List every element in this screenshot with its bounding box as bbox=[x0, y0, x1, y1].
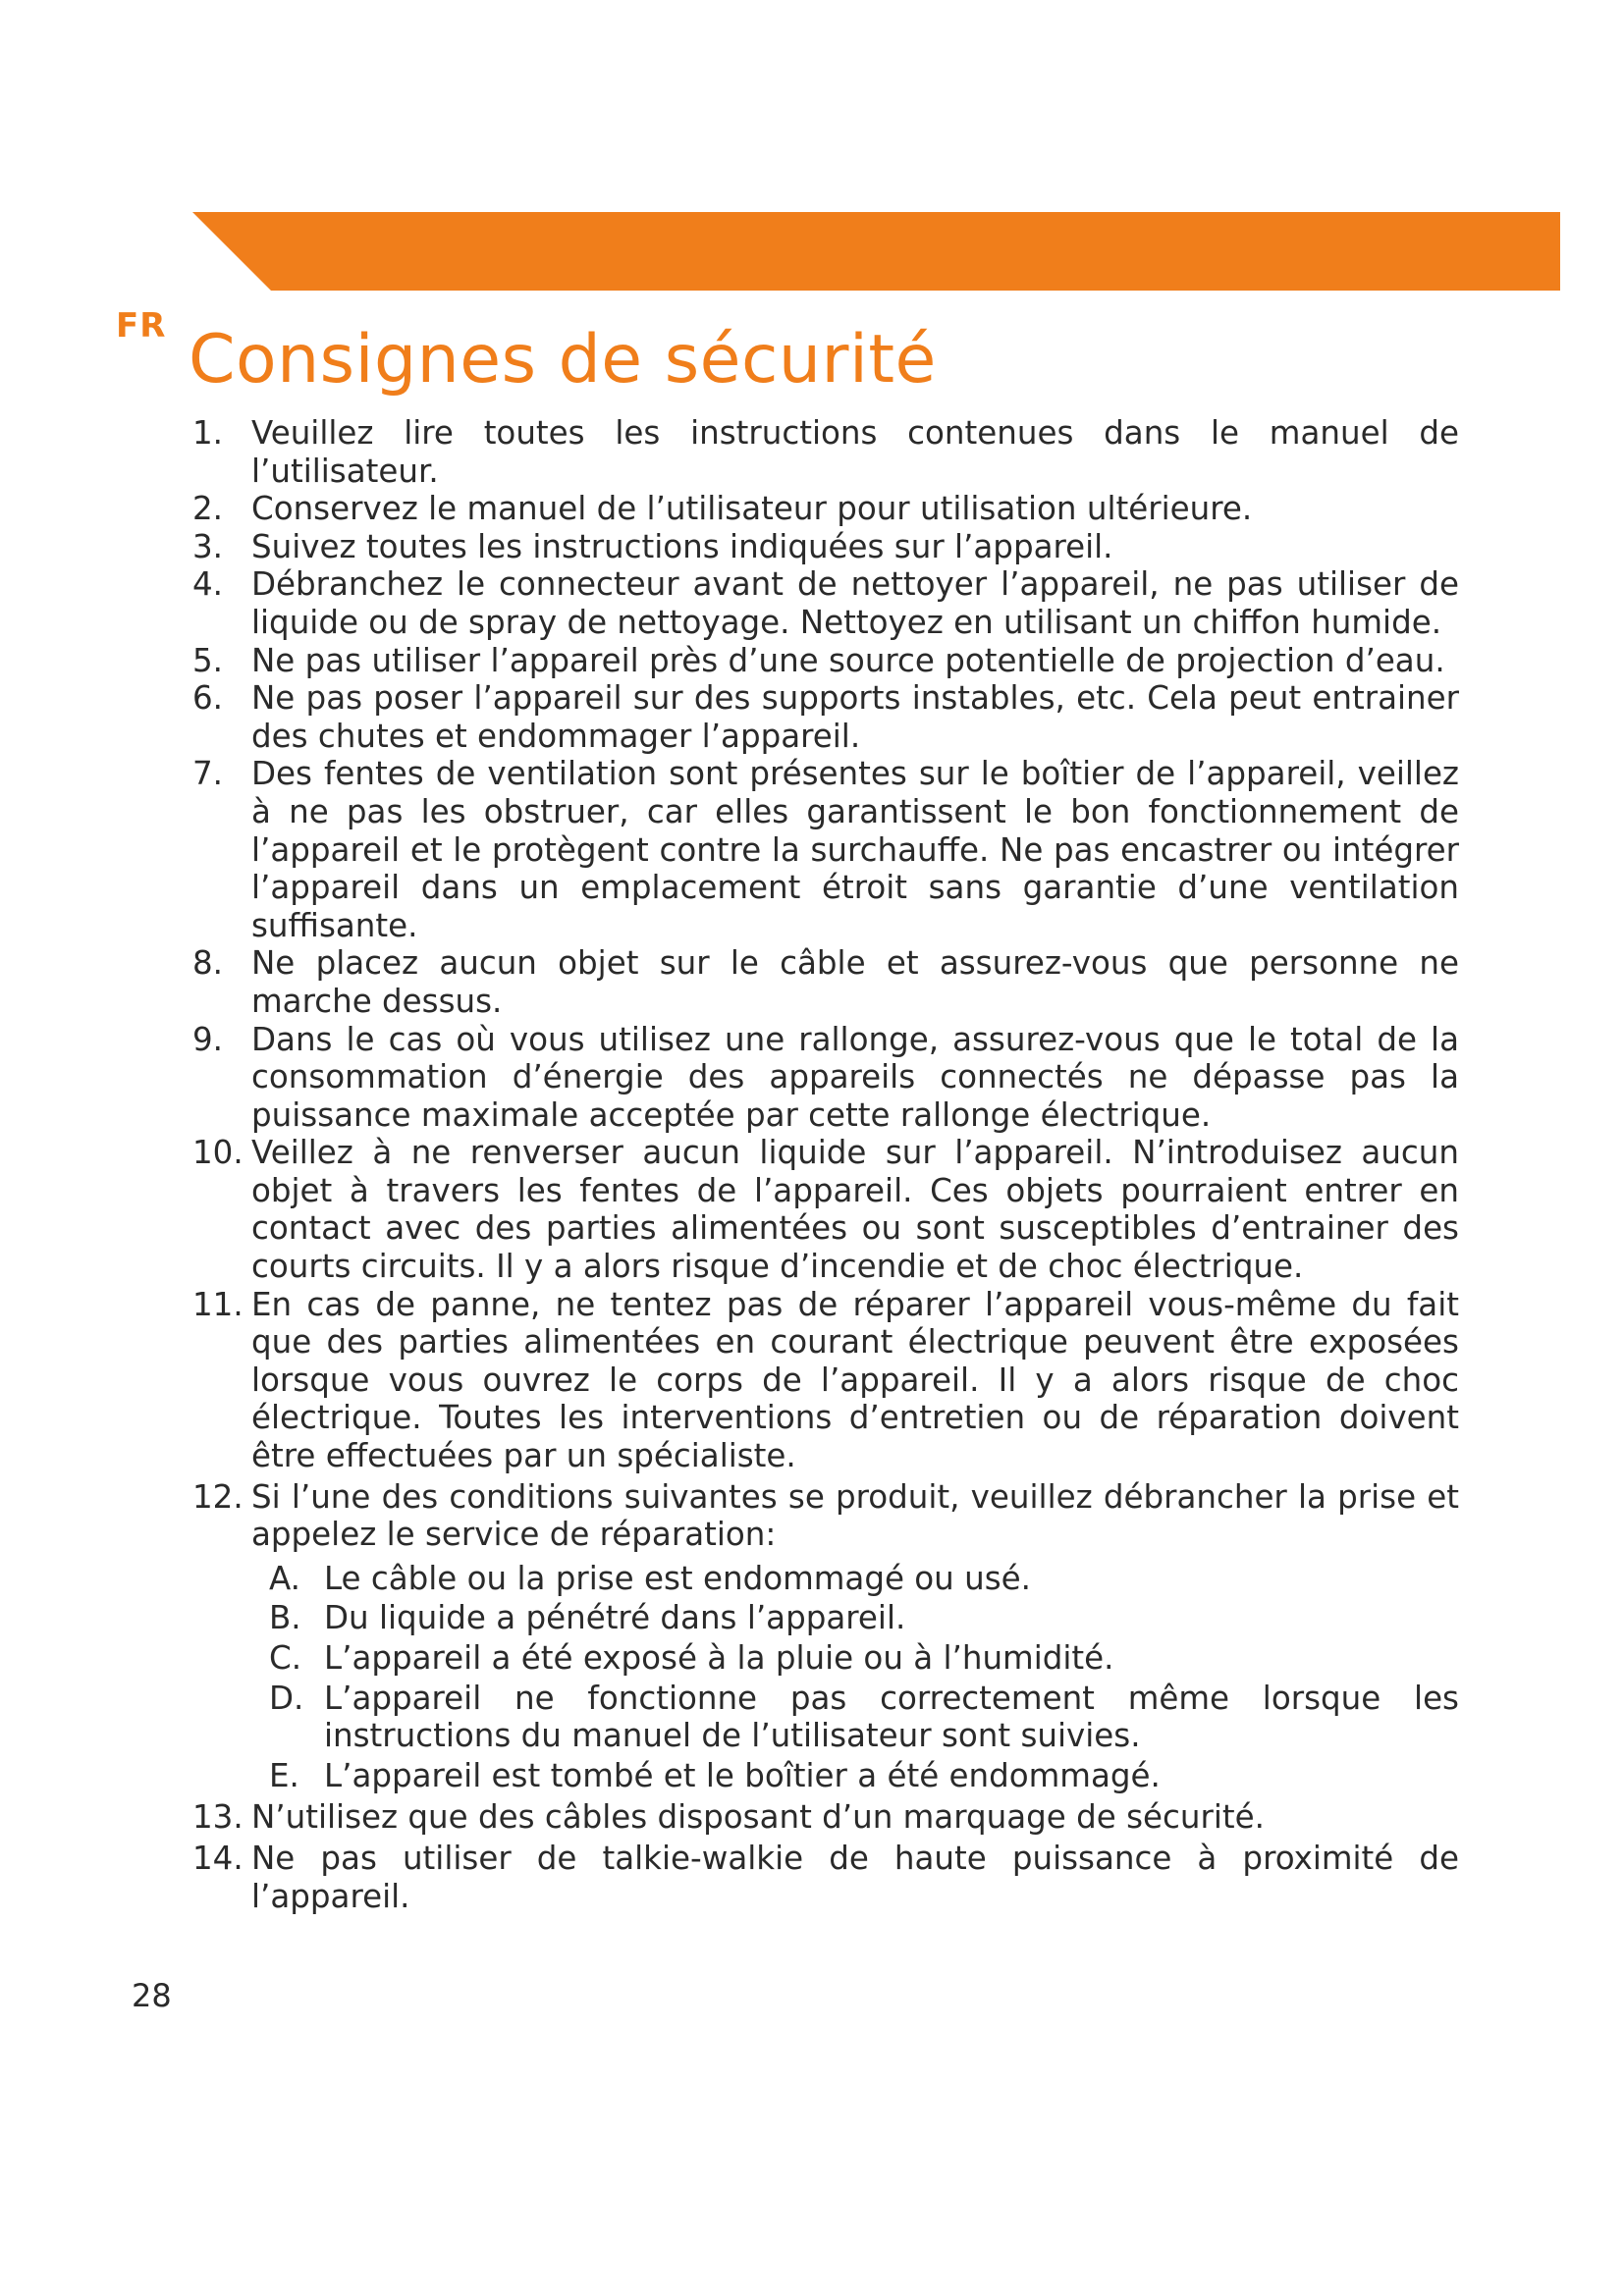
safety-instructions-list bbox=[192, 414, 1459, 1915]
item-number: 3. bbox=[192, 527, 224, 565]
sub-list-item bbox=[269, 1599, 1459, 1637]
sub-list-item bbox=[269, 1680, 1459, 1755]
item-number: 2. bbox=[192, 490, 224, 528]
item-text: Ne pas utiliser l’appareil près d’une source potentielle de projection d’eau. bbox=[251, 641, 1445, 679]
sub-item-letter: A. bbox=[269, 1559, 300, 1597]
sub-item-text: Le câble ou la prise est endommagé ou usé. bbox=[324, 1559, 1031, 1597]
item-number: 11. bbox=[192, 1285, 244, 1323]
list-item bbox=[192, 414, 1459, 490]
item-number: 12. bbox=[192, 1477, 244, 1516]
list-item bbox=[192, 1478, 1459, 1795]
list-item bbox=[192, 528, 1459, 566]
banner-polygon bbox=[192, 212, 1560, 291]
list-item bbox=[192, 944, 1459, 1020]
item-number: 13. bbox=[192, 1798, 244, 1837]
item-text: Conservez le manuel de l’utilisateur pour utilisation ultérieure. bbox=[251, 490, 1253, 528]
item-number: 4. bbox=[192, 565, 224, 604]
header-banner bbox=[192, 212, 1560, 291]
item-text: Des fentes de ventilation sont présentes sur le boîtier de l’appareil, veillez à ne pas les obstruer, car elles garantissent le bon fonctionnement de l’appareil et le protègent contre la surchauffe. Ne pas encastrer ou intégrer l’appareil dans un emplacement étroit sans garantie d’une ventilation suffisante. bbox=[251, 755, 1459, 944]
sub-item-letter: B. bbox=[269, 1599, 301, 1637]
sub-item-text: L’appareil ne fonctionne pas correctement même lorsque les instructions du manuel de l’utilisateur sont suivies. bbox=[324, 1679, 1459, 1755]
sub-list-item bbox=[269, 1639, 1459, 1678]
item-text: Suivez toutes les instructions indiquées sur l’appareil. bbox=[251, 527, 1113, 565]
sub-item-letter: E. bbox=[269, 1756, 299, 1794]
item-number: 6. bbox=[192, 679, 224, 718]
banner-shape bbox=[192, 212, 1560, 291]
item-number: 8. bbox=[192, 944, 224, 983]
list-item bbox=[192, 679, 1459, 755]
list-item bbox=[192, 1840, 1459, 1915]
sub-item-letter: C. bbox=[269, 1639, 302, 1677]
item-text: Ne pas utiliser de talkie-walkie de haute puissance à proximité de l’appareil. bbox=[251, 1839, 1459, 1915]
item-number: 14. bbox=[192, 1839, 244, 1877]
item-text: Veuillez lire toutes les instructions contenues dans le manuel de l’utilisateur. bbox=[251, 414, 1459, 490]
item-text: Veillez à ne renverser aucun liquide sur l’appareil. N’introduisez aucun objet à travers les fentes de l’appareil. Ces objets pourraient entrer en contact avec des parties alimentées ou sont susceptibles d’entrainer des courts circuits. Il y a alors risque d’incendie et de choc électrique. bbox=[251, 1134, 1459, 1286]
item-number: 1. bbox=[192, 414, 224, 452]
page-title: Consignes de sécurité bbox=[189, 321, 937, 399]
list-item bbox=[192, 1134, 1459, 1285]
page-number: 28 bbox=[132, 1977, 172, 2014]
language-tag: FR bbox=[116, 306, 167, 346]
list-item bbox=[192, 1286, 1459, 1475]
item-text: Débranchez le connecteur avant de nettoyer l’appareil, ne pas utiliser de liquide ou de spray de nettoyage. Nettoyez en utilisant un chiffon humide. bbox=[251, 565, 1459, 641]
sub-item-text: Du liquide a pénétré dans l’appareil. bbox=[324, 1599, 906, 1637]
item-text: Ne pas poser l’appareil sur des supports instables, etc. Cela peut entrainer des chutes et endommager l’appareil. bbox=[251, 679, 1459, 755]
sub-item-text: L’appareil a été exposé à la pluie ou à l’humidité. bbox=[324, 1639, 1114, 1677]
repair-conditions-list bbox=[251, 1560, 1459, 1795]
sub-item-text: L’appareil est tombé et le boîtier a été endommagé. bbox=[324, 1756, 1161, 1794]
sub-item-letter: D. bbox=[269, 1679, 304, 1717]
item-text: En cas de panne, ne tentez pas de réparer l’appareil vous-même du fait que des parties alimentées en courant électrique peuvent être exposées lorsque vous ouvrez le corps de l’appareil. Il y a alors risque de choc électrique. Toutes les interventions d’entretien ou de réparation doivent être effectuées par un spécialiste. bbox=[251, 1285, 1459, 1475]
item-text: Si l’une des conditions suivantes se produit, veuillez débrancher la prise et appelez le service de réparation: bbox=[251, 1477, 1459, 1554]
list-item bbox=[192, 490, 1459, 528]
item-text: Dans le cas où vous utilisez une rallonge, assurez-vous que le total de la consommation d’énergie des appareils connectés ne dépasse pas la puissance maximale acceptée par cette rallonge électrique. bbox=[251, 1020, 1459, 1134]
item-number: 9. bbox=[192, 1020, 224, 1058]
list-item bbox=[192, 565, 1459, 641]
list-item bbox=[192, 1798, 1459, 1837]
item-number: 5. bbox=[192, 641, 224, 679]
item-number: 7. bbox=[192, 755, 224, 793]
item-number: 10. bbox=[192, 1134, 244, 1172]
sub-list-item bbox=[269, 1757, 1459, 1795]
list-item bbox=[192, 1021, 1459, 1135]
sub-list-item bbox=[269, 1560, 1459, 1598]
item-text: N’utilisez que des câbles disposant d’un marquage de sécurité. bbox=[251, 1798, 1265, 1837]
list-item bbox=[192, 642, 1459, 680]
item-text: Ne placez aucun objet sur le câble et assurez-vous que personne ne marche dessus. bbox=[251, 944, 1459, 1020]
list-item bbox=[192, 755, 1459, 944]
